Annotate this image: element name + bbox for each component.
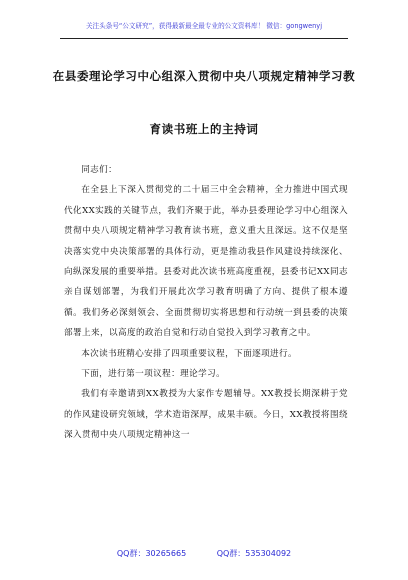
footer-qq-group-2: QQ群：535304092 [216,549,292,558]
body-paragraph: 本次读书班精心安排了四项重要议程，下面逐项进行。 [81,348,298,359]
header-divider [60,38,348,39]
body-paragraph: 在全县上下深入贯彻党的二十届三中全会精神，全力推进中国式现代化XX实践的关键节点，我们齐聚于此，举办县委理论学习中心组深入贯彻中央八项规定精神学习教育读书班，意义重大且深远。这不仅是坚决落实党中央决策部署的具体行动，更是推动我县作风建设持续深化、向纵深发展的重要举措。县委对此次读书班高度重视，县委书记XX同志亲自谋划部署，为我们开展此次学习教育明确了方向、提供了根本遵循。我们务必深刻领会、全面贯彻切实将思想和行动统一到县委的决策部署上来，以高度的政治自觉和行动自觉投入到学习教育之中。 [64,185,348,339]
footer-contact [0,548,408,559]
salutation-paragraph: 同志们： [81,165,118,175]
document-body [64,160,348,446]
body-paragraph: 下面，进行第一项议程：理论学习。 [81,369,226,380]
document-title-line-1: 在县委理论学习中心组深入贯彻中央八项规定精神学习教 [52,69,356,83]
footer-qq-group-1: QQ群：30265665 [116,549,187,558]
header-promo-note: 关注头条号“公文研究”，获得最新最全最专业的公文资料库！ 微信：gongwenyj [85,22,323,30]
body-paragraph: 我们有幸邀请到XX教授为大家作专题辅导。XX教授长期深耕于党的作风建设研究领域，学术造诣深厚，成果丰硕。今日，XX教授将围绕深入贯彻中央八项规定精神这一 [64,389,348,441]
document-title-line-2: 育读书班上的主持词 [149,122,259,136]
